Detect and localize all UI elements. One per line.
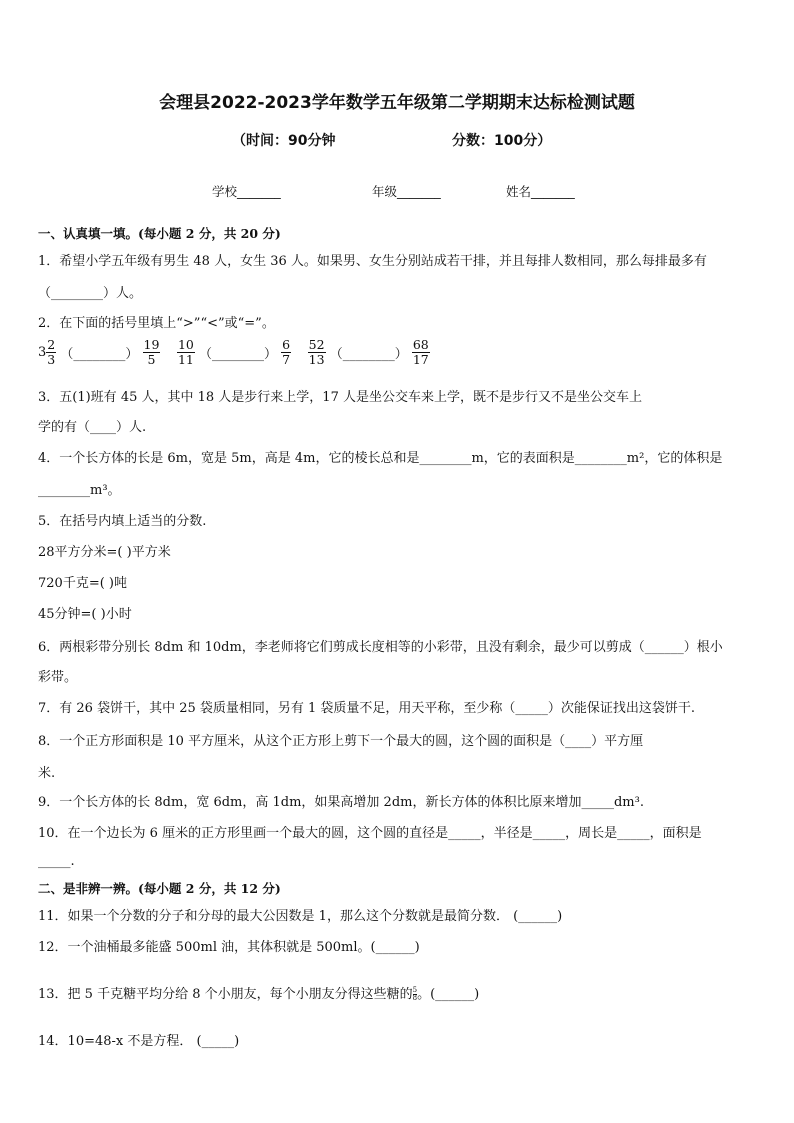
question-7: 7．有 26 袋饼干，其中 25 袋质量相同，另有 1 袋质量不足，用天平称，至少称（_____）次能保证找出这袋饼干. bbox=[38, 701, 696, 716]
fraction-68-17: $\frac{68}{17}$ bbox=[412, 337, 429, 367]
fraction-5-8: $\frac{5}{8}$ bbox=[412, 986, 418, 1002]
question-6-line-2: 彩带。 bbox=[38, 670, 78, 685]
question-5-item-b: 720千克=( )吨 bbox=[38, 576, 127, 591]
question-2-comparisons bbox=[38, 338, 430, 367]
fraction-2-3: $\frac{2}{3}$ bbox=[47, 337, 56, 367]
exam-time: （时间：90分钟 bbox=[232, 133, 336, 149]
exam-score: 分数：100分） bbox=[452, 133, 552, 149]
grade-field: 年级_______ bbox=[372, 184, 441, 199]
question-1-line-1: 1．希望小学五年级有男生 48 人，女生 36 人。如果男、女生分别站成若干排，并且每排人数相同，那么每排最多有 bbox=[38, 254, 707, 269]
question-12: 12．一个油桶最多能盛 500ml 油，其体积就是 500ml。(______) bbox=[38, 940, 420, 955]
fraction-52-13: $\frac{52}{13}$ bbox=[308, 337, 325, 367]
name-field: 姓名_______ bbox=[506, 184, 575, 199]
question-6-line-1: 6．两根彩带分别长 8dm 和 10dm，李老师将它们剪成长度相等的小彩带，且没有剩余，最少可以剪成（______）根小 bbox=[38, 640, 723, 655]
question-5-item-a: 28平方分米=( )平方米 bbox=[38, 545, 171, 560]
question-14: 14．10=48-x 不是方程． (_____) bbox=[38, 1034, 240, 1049]
question-3-line-2: 学的有（____）人. bbox=[38, 420, 147, 435]
school-field: 学校_______ bbox=[212, 184, 281, 199]
compare-blank-1: （________） bbox=[60, 347, 139, 362]
question-8-line-2: 米. bbox=[38, 766, 56, 781]
fraction-6-7: $\frac{6}{7}$ bbox=[282, 337, 291, 367]
question-4-line-2: ________m³。 bbox=[38, 483, 121, 498]
question-8-line-1: 8．一个正方形面积是 10 平方厘米，从这个正方形上剪下一个最大的圆，这个圆的面积是（____）平方厘 bbox=[38, 734, 644, 749]
question-1-line-2: （________）人。 bbox=[38, 286, 143, 301]
question-13 bbox=[38, 983, 479, 1002]
mixed-integer: 3 bbox=[38, 345, 47, 360]
question-13-text: 13．把 5 千克糖平均分给 8 个小朋友，每个小朋友分得这些糖的 bbox=[38, 987, 413, 1002]
question-10-line-1: 10．在一个边长为 6 厘米的正方形里画一个最大的圆，这个圆的直径是_____，半径是_____，周长是_____，面积是 bbox=[38, 826, 702, 841]
section-1-heading: 一、认真填一填。(每小题 2 分，共 20 分) bbox=[38, 226, 281, 241]
question-13-blank: 。(______) bbox=[417, 987, 480, 1002]
fraction-10-11: $\frac{10}{11}$ bbox=[177, 337, 194, 367]
question-10-line-2: _____. bbox=[38, 854, 75, 869]
question-5: 5．在括号内填上适当的分数. bbox=[38, 514, 207, 529]
question-9: 9．一个长方体的长 8dm，宽 6dm，高 1dm，如果高增加 2dm，新长方体的体积比原来增加_____dm³. bbox=[38, 795, 644, 810]
section-2-heading: 二、是非辨一辨。(每小题 2 分，共 12 分) bbox=[38, 881, 281, 896]
fraction-19-5: $\frac{19}{5}$ bbox=[143, 337, 160, 367]
question-2: 2．在下面的括号里填上“>”“<”或“=”。 bbox=[38, 316, 275, 331]
question-4-line-1: 4．一个长方体的长是 6m，宽是 5m，高是 4m，它的棱长总和是________m，它的表面积是________m²，它的体积是 bbox=[38, 451, 723, 466]
question-11: 11．如果一个分数的分子和分母的最大公因数是 1，那么这个分数就是最简分数． (______) bbox=[38, 909, 563, 924]
compare-blank-2: （________） bbox=[199, 347, 278, 362]
compare-blank-3: （________） bbox=[329, 347, 408, 362]
question-3-line-1: 3．五(1)班有 45 人，其中 18 人是步行来上学，17 人是坐公交车来上学，既不是步行又不是坐公交车上 bbox=[38, 390, 642, 405]
question-5-item-c: 45分钟=( )小时 bbox=[38, 607, 132, 622]
page-title: 会理县2022-2023学年数学五年级第二学期期末达标检测试题 bbox=[159, 93, 635, 113]
